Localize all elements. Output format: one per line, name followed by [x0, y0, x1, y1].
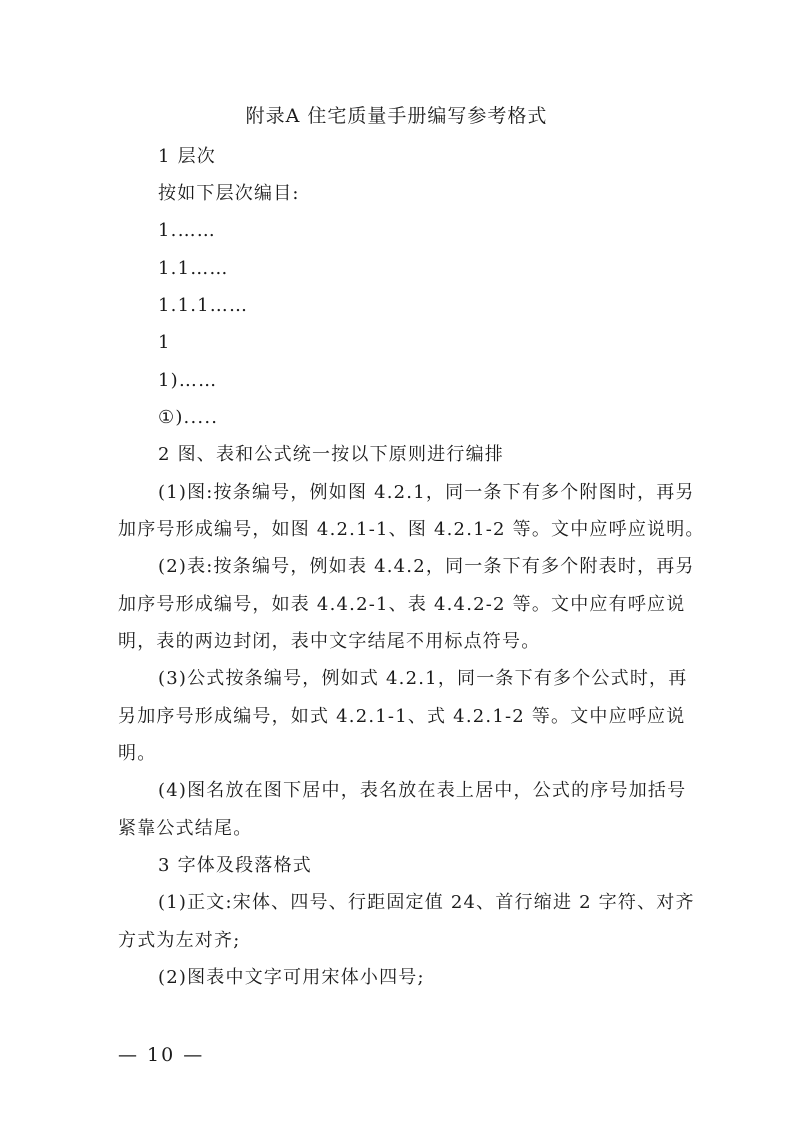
section3-heading: 3 字体及段落格式	[158, 855, 312, 876]
level-item: 1.1.1……	[158, 295, 249, 316]
page-number: — 10 —	[118, 1044, 205, 1066]
level-item: 1.1……	[158, 258, 229, 279]
level-item: 1.……	[158, 220, 216, 241]
section2-item2-line: 明，表的两边封闭，表中文字结尾不用标点符号。	[118, 631, 541, 652]
section2-item4-line: 紧靠公式结尾。	[118, 818, 253, 839]
appendix-title: 附录A 住宅质量手册编写参考格式	[245, 105, 548, 127]
section3-item1-line: 方式为左对齐;	[118, 930, 241, 951]
section2-item3-line: 另加序号形成编号，如式 4.2.1-1、式 4.2.1-2 等。文中应呼应说	[118, 706, 686, 727]
level-item: 1)……	[158, 370, 218, 391]
section1-heading: 1 层次	[158, 146, 216, 167]
section2-item3-line: (3)公式按条编号，例如式 4.2.1，同一条下有多个公式时，再	[158, 668, 688, 689]
section2-heading: 2 图、表和公式统一按以下原则进行编排	[158, 444, 504, 465]
section3-item2-line: (2)图表中文字可用宋体小四号;	[158, 967, 425, 988]
section2-item1-line: 加序号形成编号，如图 4.2.1-1、图 4.2.1-2 等。文中应呼应说明。	[118, 519, 705, 540]
section2-item2-line: 加序号形成编号，如表 4.4.2-1、表 4.4.2-2 等。文中应有呼应说	[118, 594, 686, 615]
level-item: ①).....	[158, 407, 219, 428]
section2-item2-line: (2)表:按条编号，例如表 4.4.2，同一条下有多个附表时，再另	[158, 556, 695, 577]
level-item: 1	[158, 332, 171, 353]
section2-item4-line: (4)图名放在图下居中，表名放在表上居中，公式的序号加括号	[158, 780, 687, 801]
section2-item3-line: 明。	[118, 743, 157, 764]
section3-item1-line: (1)正文:宋体、四号、行距固定值 24、首行缩进 2 字符、对齐	[158, 892, 695, 913]
section2-item1-line: (1)图:按条编号，例如图 4.2.1，同一条下有多个附图时，再另	[158, 482, 695, 503]
section1-intro: 按如下层次编目:	[158, 183, 300, 204]
